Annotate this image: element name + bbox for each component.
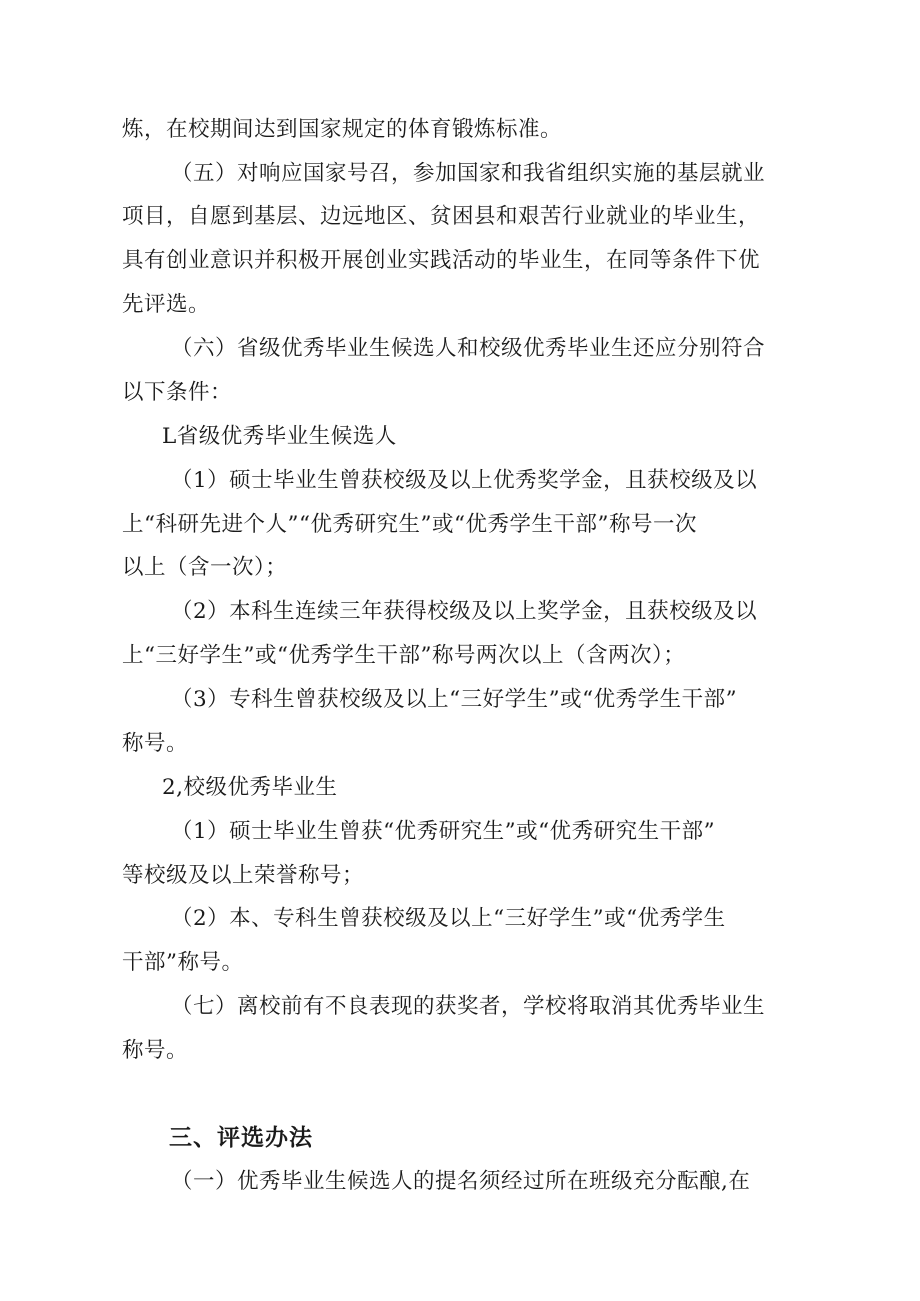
text-line: 炼，在校期间达到国家规定的体育锻炼标准。 xyxy=(122,117,563,142)
text-line: 具有创业意识并积极开展创业实践活动的毕业生，在同等条件下优 xyxy=(122,248,761,273)
section-heading: 三、评选办法 xyxy=(169,1125,313,1151)
text-line: 项目，自愿到基层、边远地区、贫困县和艰苦行业就业的毕业生， xyxy=(122,204,761,229)
text-line: 称号。 xyxy=(122,1038,189,1063)
text-line: 等校级及以上荣誉称号； xyxy=(122,863,365,888)
text-line: 以上（含一次）； xyxy=(122,555,288,580)
text-line: 称号。 xyxy=(122,731,189,756)
text-line: 上“三好学生”或“优秀学生干部”称号两次以上（含两次）； xyxy=(122,643,686,668)
text-line: 先评选。 xyxy=(122,292,211,317)
text-line: 上“科研先进个人”“优秀研究生”或“优秀学生干部”称号一次 xyxy=(122,512,697,537)
text-line: （五）对响应国家号召，参加国家和我省组织实施的基层就业 xyxy=(171,161,766,186)
text-line: 2,校级优秀毕业生 xyxy=(162,775,338,800)
text-line: （2）本、专科生曾获校级及以上“三好学生”或“优秀学生 xyxy=(171,906,726,931)
text-line: （1）硕士毕业生曾获“优秀研究生”或“优秀研究生干部” xyxy=(171,819,716,844)
text-line: （3）专科生曾获校级及以上“三好学生”或“优秀学生干部” xyxy=(171,687,738,712)
text-line: （一）优秀毕业生候选人的提名须经过所在班级充分酝酿,在 xyxy=(171,1169,751,1194)
text-line: L省级优秀毕业生候选人 xyxy=(162,424,397,449)
text-line: （2）本科生连续三年获得校级及以上奖学金，且获校级及以 xyxy=(171,599,758,624)
text-line: 以下条件： xyxy=(122,380,233,405)
text-line: （1）硕士毕业生曾获校级及以上优秀奖学金，且获校级及以 xyxy=(171,468,758,493)
text-line: （七）离校前有不良表现的获奖者，学校将取消其优秀毕业生 xyxy=(171,994,766,1019)
text-line: 干部”称号。 xyxy=(122,950,244,975)
text-line: （六）省级优秀毕业生候选人和校级优秀毕业生还应分别符合 xyxy=(171,336,766,361)
